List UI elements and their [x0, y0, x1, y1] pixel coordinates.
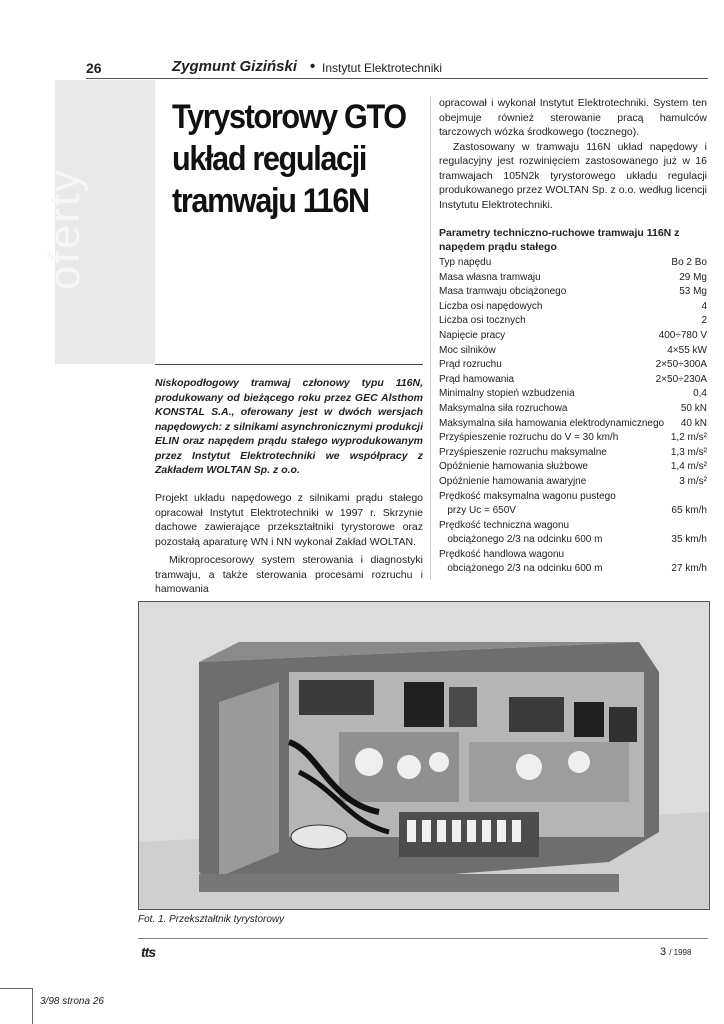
param-label: Masa tramwaju obciążonego [439, 286, 567, 298]
param-label: obciążonego 2/3 na odcinku 600 m [439, 563, 603, 575]
param-row [439, 548, 707, 563]
params-table [439, 256, 707, 577]
param-label: Napięcie pracy [439, 329, 506, 341]
photo-thyristor-converter [138, 601, 710, 910]
title-line: tramwaju 116N [172, 182, 369, 220]
param-value: 1,4 m/s² [670, 461, 707, 473]
param-value: 1,2 m/s² [670, 432, 707, 444]
param-row [439, 285, 707, 300]
param-row [439, 475, 707, 490]
param-row [439, 300, 707, 315]
param-row [439, 533, 707, 548]
param-row [439, 256, 707, 271]
param-value: Bo 2 Bo [671, 257, 707, 268]
param-value: 4 [701, 300, 707, 312]
author-name: Zygmunt Giziński [172, 58, 298, 75]
param-label: Prąd hamowania [439, 373, 515, 385]
param-row [439, 344, 707, 359]
param-row [439, 562, 707, 577]
param-label: Liczba osi tocznych [439, 315, 526, 327]
article-title [172, 96, 406, 222]
param-row [439, 314, 707, 329]
param-value: 3 m/s² [679, 475, 707, 487]
param-label: Przyśpieszenie rozruchu do V = 30 km/h [439, 432, 619, 444]
param-label: Liczba osi napędowych [439, 300, 543, 312]
param-label: Maksymalna siła rozruchowa [439, 402, 568, 414]
params-table-title: Parametry techniczno-ruchowe tramwaju 116N z napędem prądu stałego [439, 227, 680, 253]
photo-illustration [139, 602, 709, 909]
param-value: 1,3 m/s² [670, 446, 707, 458]
param-row [439, 504, 707, 519]
header-bullet: • [310, 58, 316, 75]
param-row [439, 329, 707, 344]
body-left-column [155, 491, 423, 601]
issue-number [660, 946, 691, 958]
param-label: Moc silników [439, 344, 496, 356]
param-label: Masa własna tramwaju [439, 271, 541, 283]
param-label: Maksymalna siła hamowania elektrodynamicznego [439, 417, 665, 429]
issue-number-value: 3 [660, 946, 667, 958]
param-row [439, 431, 707, 446]
param-label: Typ napędu [439, 257, 492, 268]
param-row [439, 460, 707, 475]
param-row [439, 402, 707, 417]
param-label: Minimalny stopień wzbudzenia [439, 388, 575, 400]
photo-caption: Fot. 1. Przekształtnik tyrystorowy [138, 914, 285, 925]
paragraph: Mikroprocesorowy system sterowania i diagnostyki tramwaju, a także sterowania procesami rozruchu i hamowania [155, 554, 423, 595]
page-reference: 3/98 strona 26 [40, 996, 104, 1007]
param-label: przy Uc = 650V [439, 505, 516, 517]
publisher-logo: tts [141, 944, 156, 960]
param-row [439, 387, 707, 402]
param-row [439, 358, 707, 373]
param-value: 53 Mg [679, 286, 707, 298]
param-value: 27 km/h [671, 563, 707, 575]
corner-mark-horizontal [0, 988, 32, 989]
param-value: 2×50÷230A [655, 373, 707, 385]
body-right-column [439, 96, 707, 212]
param-row [439, 519, 707, 534]
param-value: 40 kN [680, 417, 707, 429]
title-line: Tyrystorowy GTO [172, 98, 406, 136]
param-value: 50 kN [680, 402, 707, 414]
paragraph: opracował i wykonał Instytut Elektrotechniki. System ten obejmuje również sterowanie pracą hamulców tarczowych wózka środkowego (tocznego). [439, 97, 707, 138]
param-label: Prędkość maksymalna wagonu pustego [439, 490, 616, 502]
param-label: Opóźnienie hamowania służbowe [439, 461, 588, 473]
param-label: Prędkość handlowa wagonu [439, 548, 565, 560]
param-row [439, 446, 707, 461]
param-label: Opóźnienie hamowania awaryjne [439, 475, 587, 487]
param-label: Prędkość techniczna wagonu [439, 519, 570, 531]
param-value: 35 km/h [671, 534, 707, 546]
param-value: 29 Mg [679, 271, 707, 283]
param-label: Prąd rozruchu [439, 359, 502, 371]
issue-year: / 1998 [669, 948, 692, 957]
param-row [439, 271, 707, 286]
param-row [439, 417, 707, 432]
column-divider [430, 96, 431, 580]
article-lead: Niskopodłogowy tramwaj członowy typu 116N, produkowany od bieżącego roku przez GEC Alsthom KONSTAL S.A., oferowany jest w dwóch wersjach napędowych: z silnikami asynchronicznymi produkcji ELIN oraz napędem prądu stałego wyprodukowanym przez Instytut Elektrotechniki we współpracy z Zakładem WOLTAN Sp. z o.o. [155, 377, 423, 476]
page-number: 26 [86, 60, 102, 76]
param-value: 65 km/h [671, 505, 707, 517]
author-institution: Instytut Elektrotechniki [322, 61, 443, 75]
param-value: 2×50÷300A [655, 359, 707, 371]
param-label: obciążonego 2/3 na odcinku 600 m [439, 534, 603, 546]
paragraph: Projekt układu napędowego z silnikami prądu stałego opracował Instytut Elektrotechniki w 1997 r. Skrzynie dachowe zawierające przekształtniki tyrystorowe oraz pozostałą aparaturę WN i NN wykonał Zakład WOLTAN. [155, 492, 423, 548]
title-line: układ regulacji [172, 140, 367, 178]
corner-mark-vertical [32, 988, 33, 1024]
header-rule [86, 78, 708, 79]
param-row [439, 490, 707, 505]
param-value: 400÷780 V [658, 329, 707, 341]
section-word: oferty [40, 167, 89, 290]
param-value: 2 [701, 315, 707, 327]
param-row [439, 373, 707, 388]
footer-rule [138, 938, 708, 939]
paragraph: Zastosowany w tramwaju 116N układ napędowy i regulacyjny jest rozwinięciem zastosowanego już w 16 tramwajach 105N2k tyrystorowego układu regulacji produkowanego przez WOLTAN Sp. z o.o. według licencji Instytutu Elektrotechniki. [439, 140, 707, 211]
param-value: 0,4 [693, 388, 707, 400]
param-value: 4×55 kW [667, 344, 707, 356]
param-label: Przyśpieszenie rozruchu maksymalne [439, 446, 607, 458]
lead-rule [155, 364, 423, 365]
